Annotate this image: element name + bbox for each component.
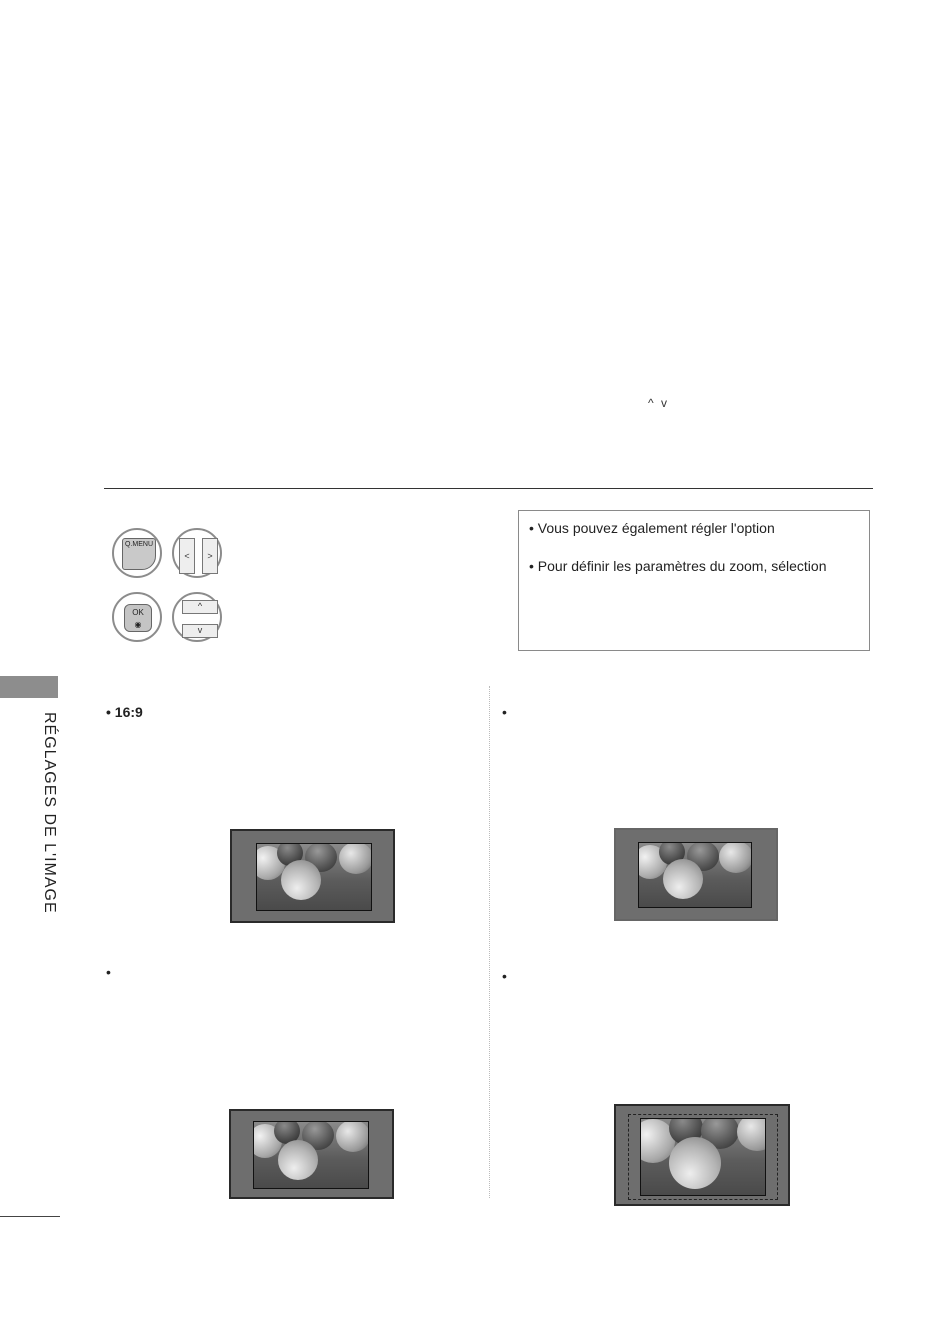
ok-key: OK ◉ (124, 604, 152, 632)
tv-screen (638, 842, 752, 908)
option-16-9 (106, 704, 143, 720)
ball-image (336, 1121, 369, 1152)
qmenu-button-icon (112, 528, 162, 578)
ball-image (339, 843, 372, 874)
tv-illustration-16-9 (230, 829, 395, 923)
ball-image (281, 860, 321, 900)
tv-illustration-option-3 (229, 1109, 394, 1199)
qmenu-key: Q.MENU (122, 538, 156, 570)
option-label: • (502, 968, 507, 984)
option-label: • 16:9 (106, 704, 143, 720)
zoom-frame-outline (628, 1114, 778, 1200)
column-divider (489, 686, 490, 1198)
scroll-arrows-icon: ^ v (648, 396, 669, 410)
sidebar-tab-marker (0, 676, 58, 698)
up-key: ^ (182, 600, 218, 614)
footer-rule (0, 1216, 60, 1217)
left-key: < (179, 538, 195, 574)
tip-item: • Pour définir les paramètres du zoom, sélection (529, 558, 827, 574)
right-key: > (202, 538, 218, 574)
option-3 (106, 964, 111, 980)
tv-illustration-option-4 (614, 1104, 790, 1206)
down-key: v (182, 624, 218, 638)
tv-screen (256, 843, 372, 911)
ball-image (719, 842, 752, 873)
option-label: • (502, 704, 507, 720)
option-4 (502, 968, 507, 984)
ball-image (278, 1140, 318, 1180)
ok-key-label: OK (132, 608, 144, 617)
tv-illustration-option-2 (614, 828, 778, 921)
tip-item: • Vous pouvez également régler l'option (529, 520, 775, 536)
ball-image (663, 859, 703, 899)
tv-screen (253, 1121, 369, 1189)
left-right-button-icon (172, 528, 222, 578)
up-down-button-icon (172, 592, 222, 642)
sidebar-section-label: RÉGLAGES DE L'IMAGE (41, 712, 58, 914)
ok-button-icon (112, 592, 162, 642)
option-label: • (106, 964, 111, 980)
option-2 (502, 704, 507, 720)
remote-keys (112, 528, 227, 648)
section-divider (104, 488, 873, 489)
tip-box (518, 510, 870, 651)
